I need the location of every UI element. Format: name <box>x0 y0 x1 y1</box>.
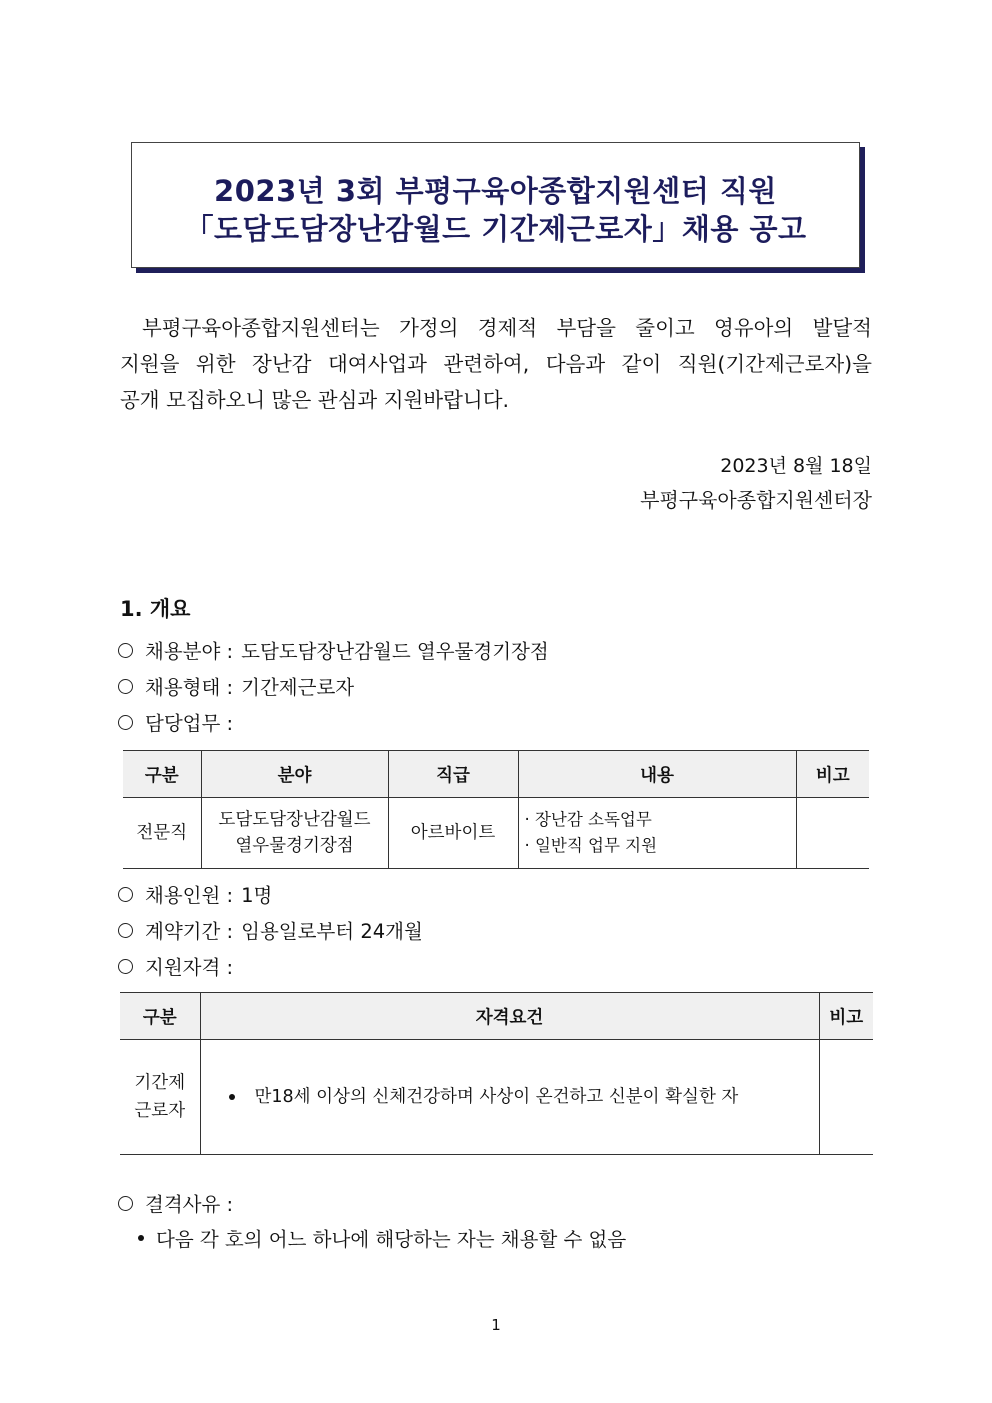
bullet-dot-icon <box>138 1235 144 1241</box>
section-title: 1. 개요 <box>120 597 191 621</box>
title-line-1: 2023년 3회 부평구육아종합지원센터 직원 <box>214 174 777 208</box>
announcement-date: 2023년 8월 18일 <box>720 455 872 477</box>
header-category: 구분 <box>123 751 201 798</box>
disqualification-label: 결격사유 : <box>145 1193 234 1216</box>
type-value: 기간제근로자 <box>241 676 355 699</box>
cell-rank: 아르바이트 <box>388 798 518 869</box>
cell-content-line-1: · 장난감 소독업무 <box>524 810 652 829</box>
cell-category-line-1: 기간제 <box>134 1073 186 1093</box>
intro-line-3: 공개 모집하오니 많은 관심과 지원바랍니다. <box>120 388 510 412</box>
header-note: 비고 <box>796 751 869 798</box>
cell-field-line-1: 도담도담장난감월드 <box>218 810 371 830</box>
table-row <box>120 1040 873 1155</box>
period-value: 임용일로부터 24개월 <box>241 920 423 943</box>
disqualification-row <box>118 1189 241 1217</box>
duties-row <box>118 708 241 736</box>
period-label: 계약기간 : <box>145 920 234 943</box>
period-row <box>118 916 423 944</box>
header-requirement: 자격요건 <box>200 993 819 1040</box>
duties-label: 담당업무 : <box>145 712 234 735</box>
cell-note <box>796 798 869 869</box>
qualification-table <box>120 992 873 1155</box>
circle-bullet-icon <box>118 923 133 938</box>
intro-line-1: 부평구육아종합지원센터는 가정의 경제적 부담을 줄이고 영유아의 발달적 <box>142 316 872 340</box>
circle-bullet-icon <box>118 643 133 658</box>
field-label: 채용분야 : <box>145 640 234 663</box>
headcount-row <box>118 880 272 908</box>
header-rank: 직급 <box>388 751 518 798</box>
cell-requirement <box>200 1040 819 1155</box>
header-content: 내용 <box>518 751 796 798</box>
headcount-value: 1명 <box>241 884 273 907</box>
cell-category <box>120 1040 200 1155</box>
cell-field <box>201 798 388 869</box>
headcount-label: 채용인원 : <box>145 884 234 907</box>
circle-bullet-icon <box>118 887 133 902</box>
field-row <box>118 636 549 664</box>
qualification-row <box>118 952 241 980</box>
type-label: 채용형태 : <box>145 676 234 699</box>
table-header-row <box>120 993 873 1040</box>
page-number: 1 <box>491 1316 501 1334</box>
header-note: 비고 <box>819 993 873 1040</box>
bullet-dot-icon <box>229 1094 235 1100</box>
header-field: 분야 <box>201 751 388 798</box>
disqualification-note-row <box>138 1224 626 1252</box>
issuer: 부평구육아종합지원센터장 <box>640 488 872 512</box>
circle-bullet-icon <box>118 1196 133 1211</box>
duties-table <box>123 750 869 869</box>
cell-note <box>819 1040 873 1155</box>
cell-content-line-2: · 일반직 업무 지원 <box>524 836 658 855</box>
title-box <box>131 142 860 268</box>
requirement-text: 만18세 이상의 신체건강하며 사상이 온건하고 신분이 확실한 자 <box>254 1087 739 1107</box>
cell-field-line-2: 열우물경기장점 <box>235 836 354 856</box>
qualification-label: 지원자격 : <box>145 956 234 979</box>
cell-category: 전문직 <box>123 798 201 869</box>
header-category: 구분 <box>120 993 200 1040</box>
cell-content <box>518 798 796 869</box>
intro-line-2: 지원을 위한 장난감 대여사업과 관련하여, 다음과 같이 직원(기간제근로자)을 <box>120 352 872 376</box>
field-value: 도담도담장난감월드 열우물경기장점 <box>241 640 549 663</box>
title-line-2: 「도담도담장난감월드 기간제근로자」채용 공고 <box>184 212 807 246</box>
disqualification-note: 다음 각 호의 어느 하나에 해당하는 자는 채용할 수 없음 <box>156 1228 627 1251</box>
circle-bullet-icon <box>118 715 133 730</box>
table-row <box>123 798 869 869</box>
type-row <box>118 672 354 700</box>
circle-bullet-icon <box>118 679 133 694</box>
table-header-row <box>123 751 869 798</box>
cell-category-line-2: 근로자 <box>134 1101 186 1121</box>
circle-bullet-icon <box>118 959 133 974</box>
